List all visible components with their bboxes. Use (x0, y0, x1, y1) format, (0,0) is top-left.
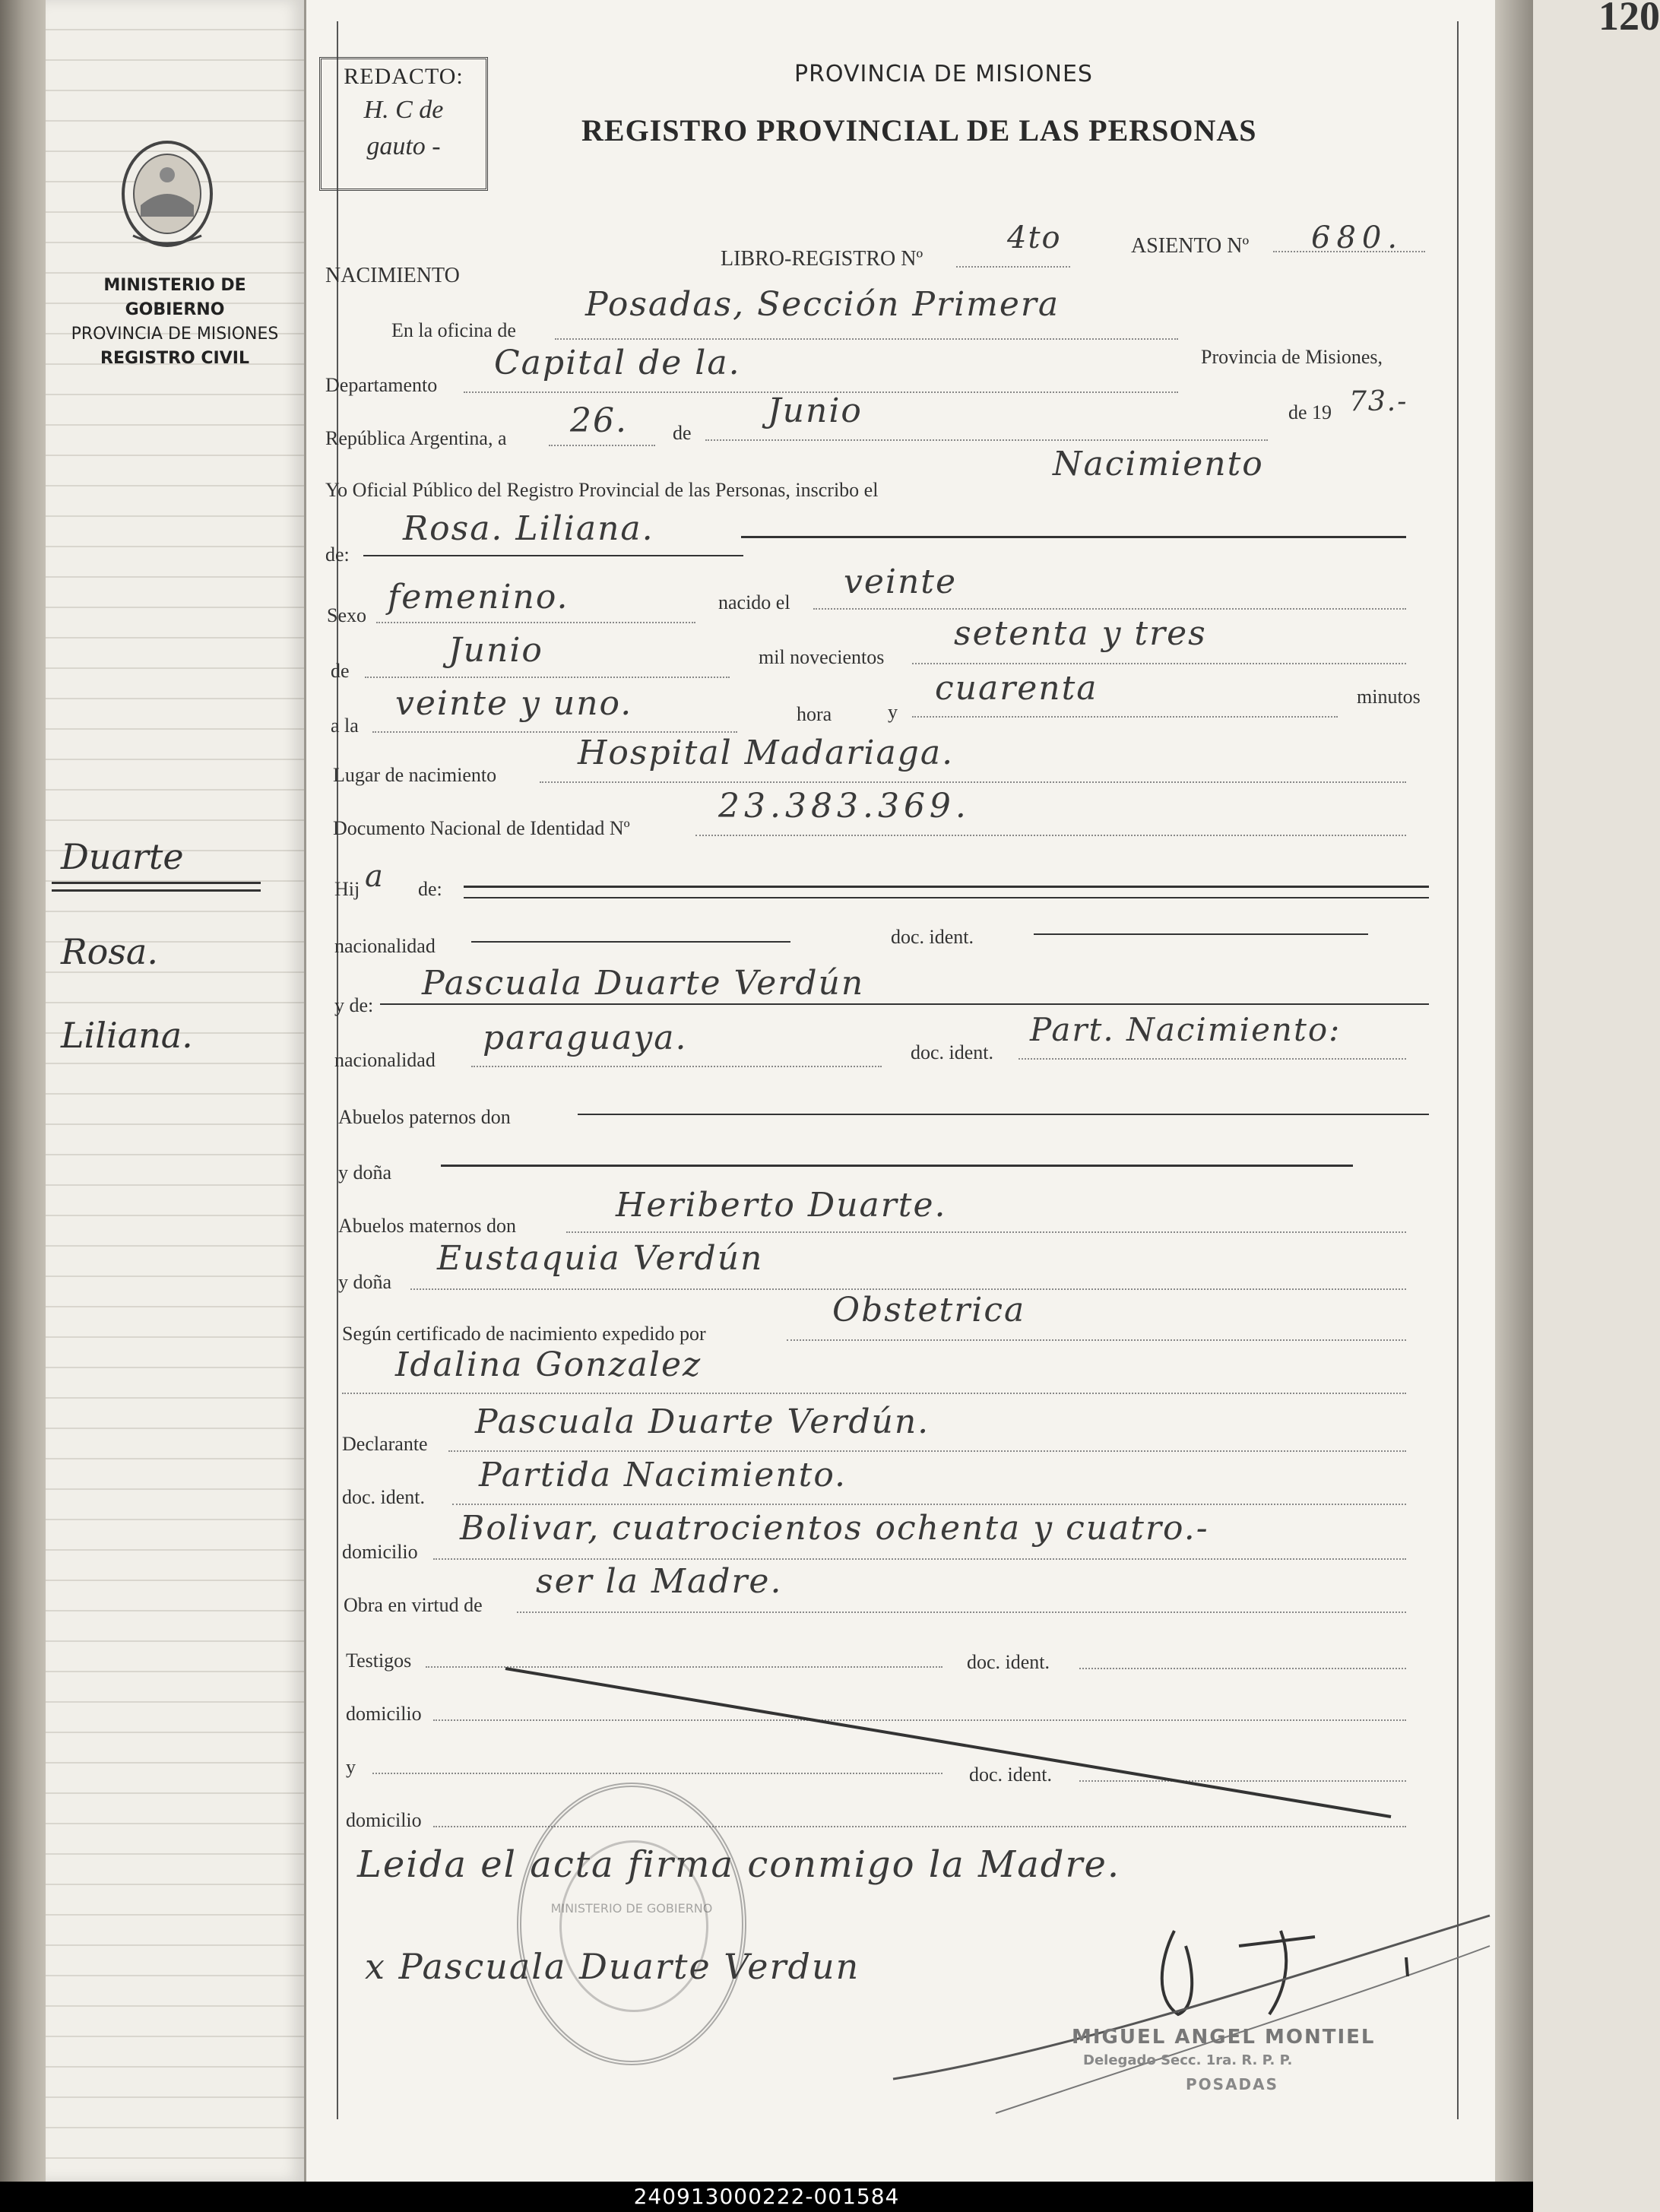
obra-label: Obra en virtud de (344, 1594, 483, 1616)
official-signature-stroke-1 (1162, 1931, 1192, 2014)
ministry-line-2: PROVINCIA DE MISIONES (71, 325, 279, 344)
oficial-value: Nacimiento (1053, 445, 1264, 483)
official-role: Delegado Secc. 1ra. R. P. P. (1083, 2052, 1293, 2068)
month-value: Junio (768, 391, 863, 430)
redacto-value-1: H. C de (363, 96, 444, 124)
margin-middle-name: Liliana. (61, 1015, 193, 1056)
y-label: y (888, 701, 898, 723)
name-label: de: (325, 543, 350, 566)
mother-docident-value: Part. Nacimiento: (1030, 1011, 1342, 1048)
de-label: de (673, 422, 692, 444)
signature-exclamation (1406, 1957, 1408, 1976)
mil-value: setenta y tres (954, 614, 1207, 653)
sexo-label: Sexo (327, 604, 366, 626)
closing-note: Leida el acta firma conmigo la Madre. (357, 1843, 1121, 1886)
dni-label: Documento Nacional de Identidad Nº (333, 817, 630, 839)
asiento-label: ASIENTO Nº (1131, 234, 1250, 258)
declarante-label: Declarante (342, 1433, 428, 1455)
official-stamp-text: MINISTERIO DE GOBIERNO (550, 1901, 713, 1916)
header-registry: REGISTRO PROVINCIAL DE LAS PERSONAS (581, 113, 1257, 147)
declarante-doc-value: Partida Nacimiento. (479, 1456, 847, 1494)
mother-nacionalidad-label: nacionalidad (334, 1049, 436, 1071)
abuelos-maternos-value: Heriberto Duarte. (616, 1186, 947, 1225)
testigos-docident-label: doc. ident. (967, 1651, 1050, 1673)
declarante-doc-label: doc. ident. (342, 1486, 426, 1508)
hijo-de-label: de: (418, 878, 442, 900)
hora-value: veinte y uno. (395, 684, 633, 723)
departamento-value: Capital de la. (494, 344, 741, 382)
provincia-label: Provincia de Misiones, (1201, 346, 1383, 368)
lugar-value: Hospital Madariaga. (578, 734, 955, 772)
second-witness-label: y (346, 1756, 356, 1778)
father-docident-label: doc. ident. (891, 926, 974, 948)
footer-id: 240913000222-001584 (0, 2182, 1533, 2212)
margin-surname: Duarte (61, 836, 184, 877)
mother-nacionalidad-value: paraguaya. (483, 1019, 688, 1057)
oficina-value: Posadas, Sección Primera (585, 285, 1060, 324)
ministry-line-1: MINISTERIO DE GOBIERNO (103, 276, 246, 319)
ydona-paterna-label: y doña (338, 1161, 392, 1184)
mother-label: y de: (334, 994, 374, 1016)
year-label: de 19 (1288, 401, 1332, 423)
departamento-label: Departamento (325, 374, 438, 396)
redacto-label: REDACTO: (344, 64, 464, 89)
ydona-materna-label: y doña (338, 1271, 392, 1293)
ala-label: a la (331, 715, 359, 737)
testigos-label: Testigos (346, 1649, 412, 1672)
ministry-line-3: REGISTRO CIVIL (100, 349, 249, 368)
redacto-value-2: gauto - (366, 132, 441, 160)
mother-signature: x Pascuala Duarte Verdun (365, 1946, 860, 1987)
testigos-domicilio-label: domicilio (346, 1703, 422, 1725)
certificado-value: Obstetrica (832, 1291, 1026, 1329)
ydona-materna-value: Eustaquia Verdún (437, 1239, 764, 1278)
margin-first-name: Rosa. (61, 931, 158, 972)
abuelos-paternos-label: Abuelos paternos don (338, 1106, 511, 1128)
sexo-value: femenino. (388, 578, 569, 616)
mother-value: Pascuala Duarte Verdún (422, 964, 865, 1003)
domicilio-label: domicilio (342, 1541, 418, 1563)
domicilio-value: Bolivar, cuatrocientos ochenta y cuatro.- (460, 1509, 1209, 1548)
witness-strikeout-line (505, 1669, 1391, 1817)
second-witness-domicilio-label: domicilio (346, 1809, 422, 1831)
official-city: POSADAS (1186, 2075, 1279, 2093)
child-name-value: Rosa. Liliana. (403, 509, 654, 548)
lugar-label: Lugar de nacimiento (333, 764, 497, 786)
birth-month-value: Junio (448, 631, 543, 670)
mil-label: mil novecientos (759, 646, 885, 668)
abuelos-maternos-label: Abuelos maternos don (338, 1215, 516, 1237)
republica-label: República Argentina, a (325, 427, 507, 449)
year-value: 73.- (1349, 386, 1408, 417)
oficina-label: En la oficina de (391, 319, 516, 341)
dni-value: 23.383.369. (718, 787, 971, 826)
obra-value: ser la Madre. (536, 1562, 783, 1601)
hijo-label: Hij (334, 878, 360, 900)
oficial-label: Yo Oficial Público del Registro Provincial de las Personas, inscribo el (325, 479, 879, 501)
day-value: 26. (570, 401, 628, 440)
header-province: PROVINCIA DE MISIONES (794, 61, 1093, 87)
nacido-label: nacido el (718, 591, 790, 613)
record-type-label: NACIMIENTO (325, 264, 460, 287)
declarante-value: Pascuala Duarte Verdún. (475, 1402, 930, 1441)
official-name: MIGUEL ANGEL MONTIEL (1072, 2026, 1376, 2049)
certificado-value-2: Idalina Gonzalez (395, 1345, 702, 1384)
second-witness-docident-label: doc. ident. (969, 1764, 1053, 1786)
father-nacionalidad-label: nacionalidad (334, 935, 436, 957)
hijo-suffix: a (365, 859, 385, 894)
hora-label: hora (797, 703, 832, 725)
page-number: 120 (1598, 0, 1660, 39)
libro-value: 4to (1007, 220, 1062, 255)
nacido-value: veinte (844, 563, 958, 601)
libro-label: LIBRO-REGISTRO Nº (721, 247, 923, 271)
birth-month-label: de (331, 660, 350, 682)
minutos-value: cuarenta (935, 669, 1098, 708)
certificado-label: Según certificado de nacimiento expedido por (342, 1323, 706, 1345)
asiento-value: 680. (1311, 220, 1404, 255)
mother-docident-label: doc. ident. (911, 1041, 994, 1063)
minutos-label: minutos (1357, 686, 1421, 708)
